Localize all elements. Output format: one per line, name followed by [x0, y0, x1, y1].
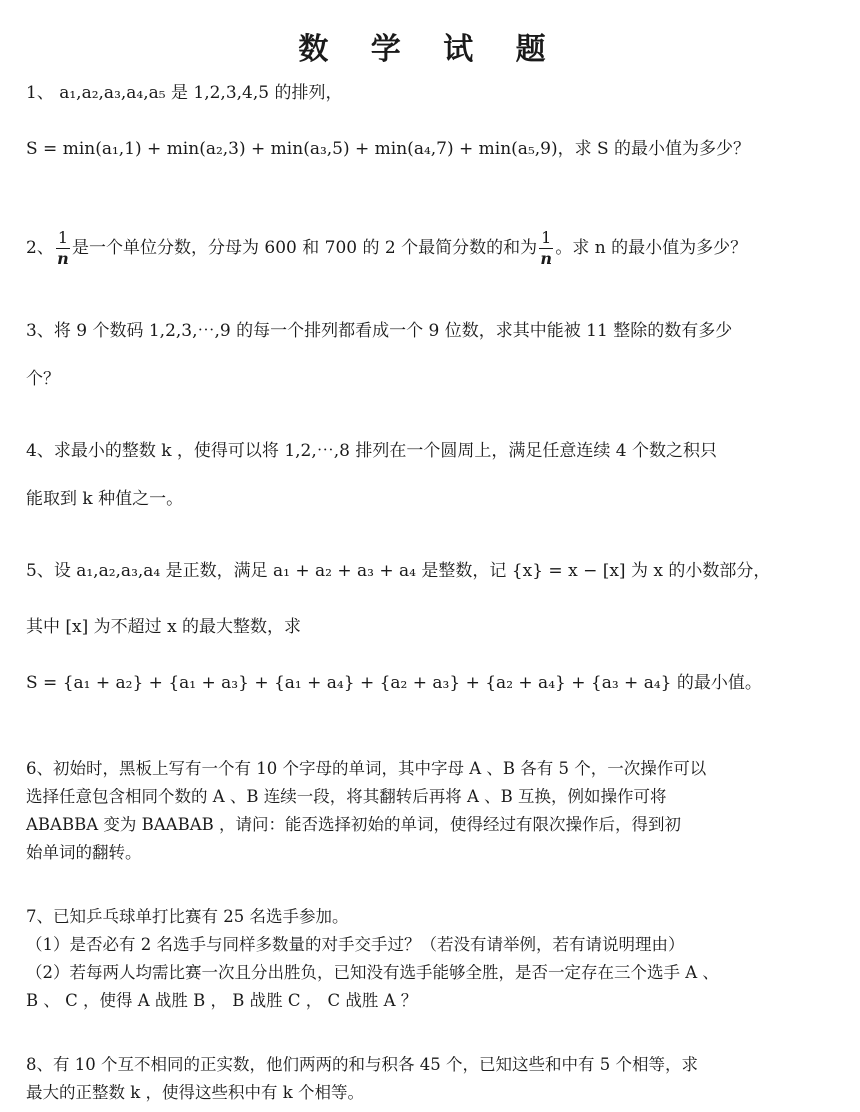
- problem-6-line-2: 选择任意包含相同个数的 A 、B 连续一段，将其翻转后再将 A 、B 互换，例如操作可将: [26, 787, 667, 806]
- problem-2-prefix: 2、: [26, 238, 54, 258]
- problem-3-line-2: 个？: [26, 369, 60, 389]
- problem-7-line-3: （2）若每两人均需比赛一次且分出胜负，已知没有选手能够全胜，是否一定存在三个选手 A 、: [26, 963, 719, 982]
- problem-8-line-1: 8、有 10 个互不相同的正实数，他们两两的和与积各 45 个，已知这些和中有 5 个相等，求: [26, 1055, 698, 1074]
- problem-5-line-3: S = {a₁ + a₂} + {a₁ + a₃} + {a₁ + a₄} + {a₂ + a₃} + {a₂ + a₄} + {a₃ + a₄} 的最小值。: [26, 673, 762, 693]
- problem-7-line-2: （1）是否必有 2 名选手与同样多数量的对手交手过？（若没有请举例，若有请说明理由）: [26, 935, 685, 954]
- page-title: 数 学 试 题: [298, 32, 562, 67]
- problem-4-line-1: 4、求最小的整数 k ，使得可以将 1,2,⋯,8 排列在一个圆周上，满足任意连续 4 个数之积只: [26, 441, 718, 461]
- problem-6-line-4: 始单词的翻转。: [26, 843, 142, 862]
- problem-6-line-3: ABABBA 变为 BAABAB ，请问：能否选择初始的单词，使得经过有限次操作后，得到初: [26, 815, 681, 834]
- fraction-denominator: n: [540, 249, 553, 268]
- problem-1-line-2: S = min(a₁,1) + min(a₂,3) + min(a₃,5) + min(a₄,7) + min(a₅,9)，求 S 的最小值为多少？: [26, 139, 751, 159]
- problem-7-line-1: 7、已知乒乓球单打比赛有 25 名选手参加。: [26, 907, 349, 926]
- problem-5-line-2: 其中 [x] 为不超过 x 的最大整数，求: [26, 617, 302, 637]
- fraction-1-over-n: [539, 230, 553, 267]
- problem-8-line-2: 最大的正整数 k ，使得这些积中有 k 个相等。: [26, 1083, 364, 1102]
- fraction-1-over-n: [56, 230, 70, 267]
- problem-3-line-1: 3、将 9 个数码 1,2,3,⋯,9 的每一个排列都看成一个 9 位数，求其中能被 11 整除的数有多少: [26, 321, 733, 341]
- fraction-denominator: n: [57, 249, 69, 268]
- problem-2: [26, 226, 747, 270]
- problem-2-middle: 是一个单位分数，分母为 600 和 700 的 2 个最简分数的和为: [72, 238, 538, 258]
- problem-2-suffix: 。求 n 的最小值为多少？: [555, 238, 748, 258]
- problem-4-line-2: 能取到 k 种值之一。: [26, 489, 184, 509]
- problem-6-line-1: 6、初始时，黑板上写有一个有 10 个字母的单词，其中字母 A 、B 各有 5 个，一次操作可以: [26, 759, 707, 778]
- problem-5-line-1: 5、设 a₁,a₂,a₃,a₄ 是正数，满足 a₁ + a₂ + a₃ + a₄ 是整数，记 {x} = x − [x] 为 x 的小数部分，: [26, 561, 771, 581]
- fraction-numerator: 1: [541, 228, 552, 247]
- problem-1-line-1: 1、 a₁,a₂,a₃,a₄,a₅ 是 1,2,3,4,5 的排列，: [26, 83, 343, 103]
- problem-7-line-4: B 、 C ，使得 A 战胜 B ， B 战胜 C ， C 战胜 A ？: [26, 991, 418, 1010]
- fraction-numerator: 1: [57, 228, 69, 247]
